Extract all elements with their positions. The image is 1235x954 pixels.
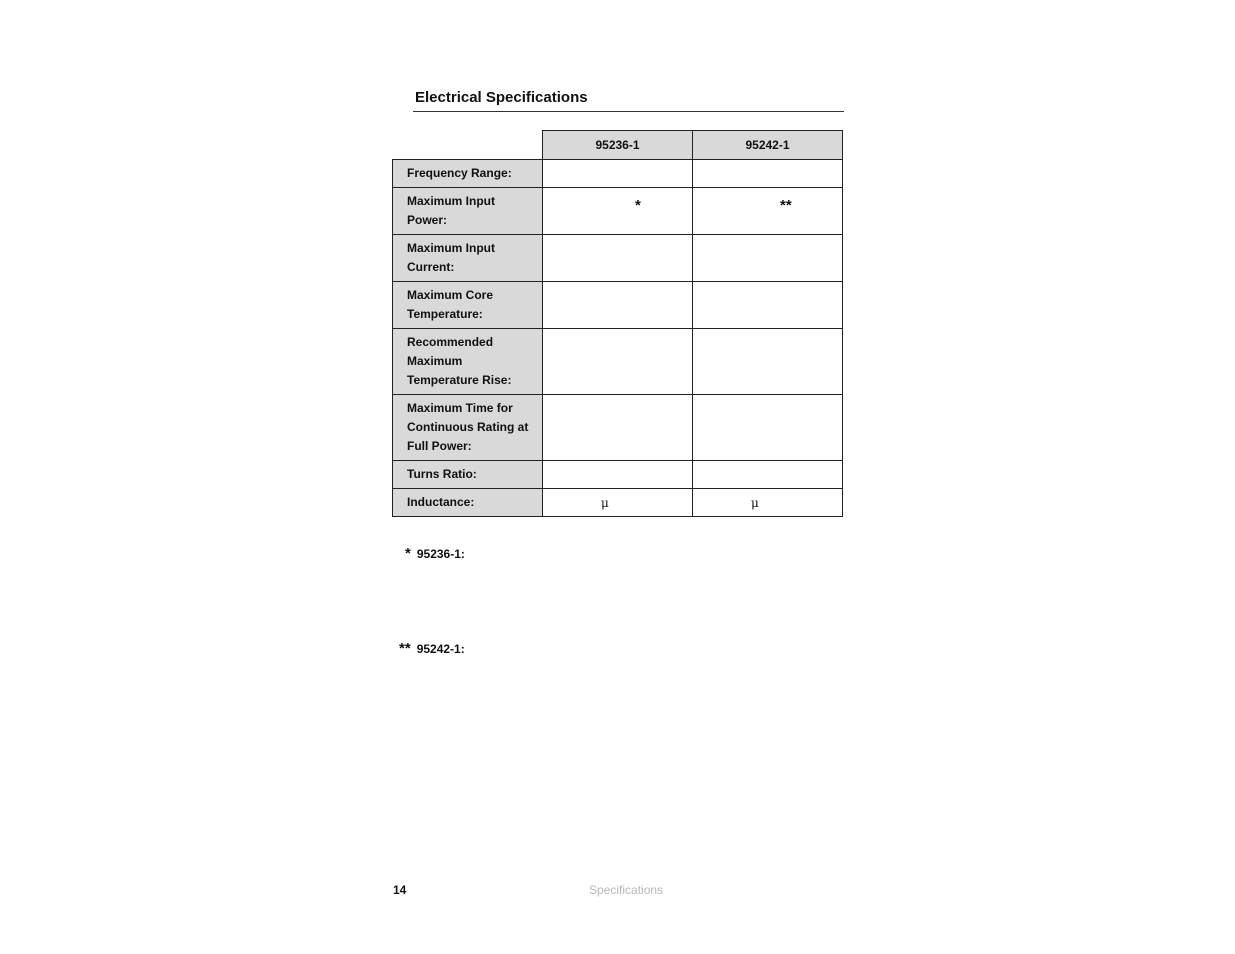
value-cell	[693, 329, 843, 395]
footnote-marker: **	[780, 197, 792, 214]
table-row	[393, 395, 843, 461]
footnote-marker: **	[399, 640, 411, 657]
column-header-95242-1: 95242-1	[693, 131, 843, 160]
value-cell	[693, 395, 843, 461]
value-cell	[693, 282, 843, 329]
table-row	[393, 489, 843, 517]
row-label-max-core-temperature: Maximum Core Temperature:	[393, 282, 543, 329]
micro-symbol: μ	[751, 496, 759, 510]
value-cell	[693, 160, 843, 188]
footnote-95236-1	[405, 545, 465, 562]
electrical-spec-table	[392, 130, 843, 517]
row-label-inductance: Inductance:	[393, 489, 543, 517]
table-corner-cell	[393, 131, 543, 160]
table-header-row	[393, 131, 843, 160]
footnote-label: 95242-1:	[416, 642, 465, 656]
page-number: 14	[393, 883, 407, 897]
table-row	[393, 282, 843, 329]
value-cell	[543, 329, 693, 395]
value-cell	[543, 235, 693, 282]
footnote-95242-1	[399, 640, 465, 657]
row-label-frequency-range: Frequency Range:	[393, 160, 543, 188]
value-cell	[693, 461, 843, 489]
value-cell	[543, 461, 693, 489]
value-cell	[543, 395, 693, 461]
table-row	[393, 329, 843, 395]
micro-symbol: μ	[601, 496, 609, 510]
table-row	[393, 461, 843, 489]
section-title: Electrical Specifications	[415, 89, 588, 106]
table-row	[393, 188, 843, 235]
footnote-label: 95236-1:	[416, 547, 465, 561]
row-label-max-input-power: Maximum Input Power:	[393, 188, 543, 235]
value-cell	[693, 188, 843, 235]
value-cell	[543, 489, 693, 517]
value-cell	[543, 282, 693, 329]
row-label-max-input-current: Maximum Input Current:	[393, 235, 543, 282]
table-row	[393, 160, 843, 188]
title-rule	[413, 111, 844, 112]
row-label-max-time-continuous-rating: Maximum Time for Continuous Rating at Full Power:	[393, 395, 543, 461]
value-cell	[693, 235, 843, 282]
value-cell	[693, 489, 843, 517]
row-label-recommended-max-temperature-rise: Recommended Maximum Temperature Rise:	[393, 329, 543, 395]
footer-section-name: Specifications	[589, 883, 664, 897]
column-header-95236-1: 95236-1	[543, 131, 693, 160]
value-cell	[543, 160, 693, 188]
row-label-turns-ratio: Turns Ratio:	[393, 461, 543, 489]
table-row	[393, 235, 843, 282]
value-cell	[543, 188, 693, 235]
footnote-marker: *	[405, 545, 411, 562]
footnote-marker: *	[635, 197, 641, 214]
